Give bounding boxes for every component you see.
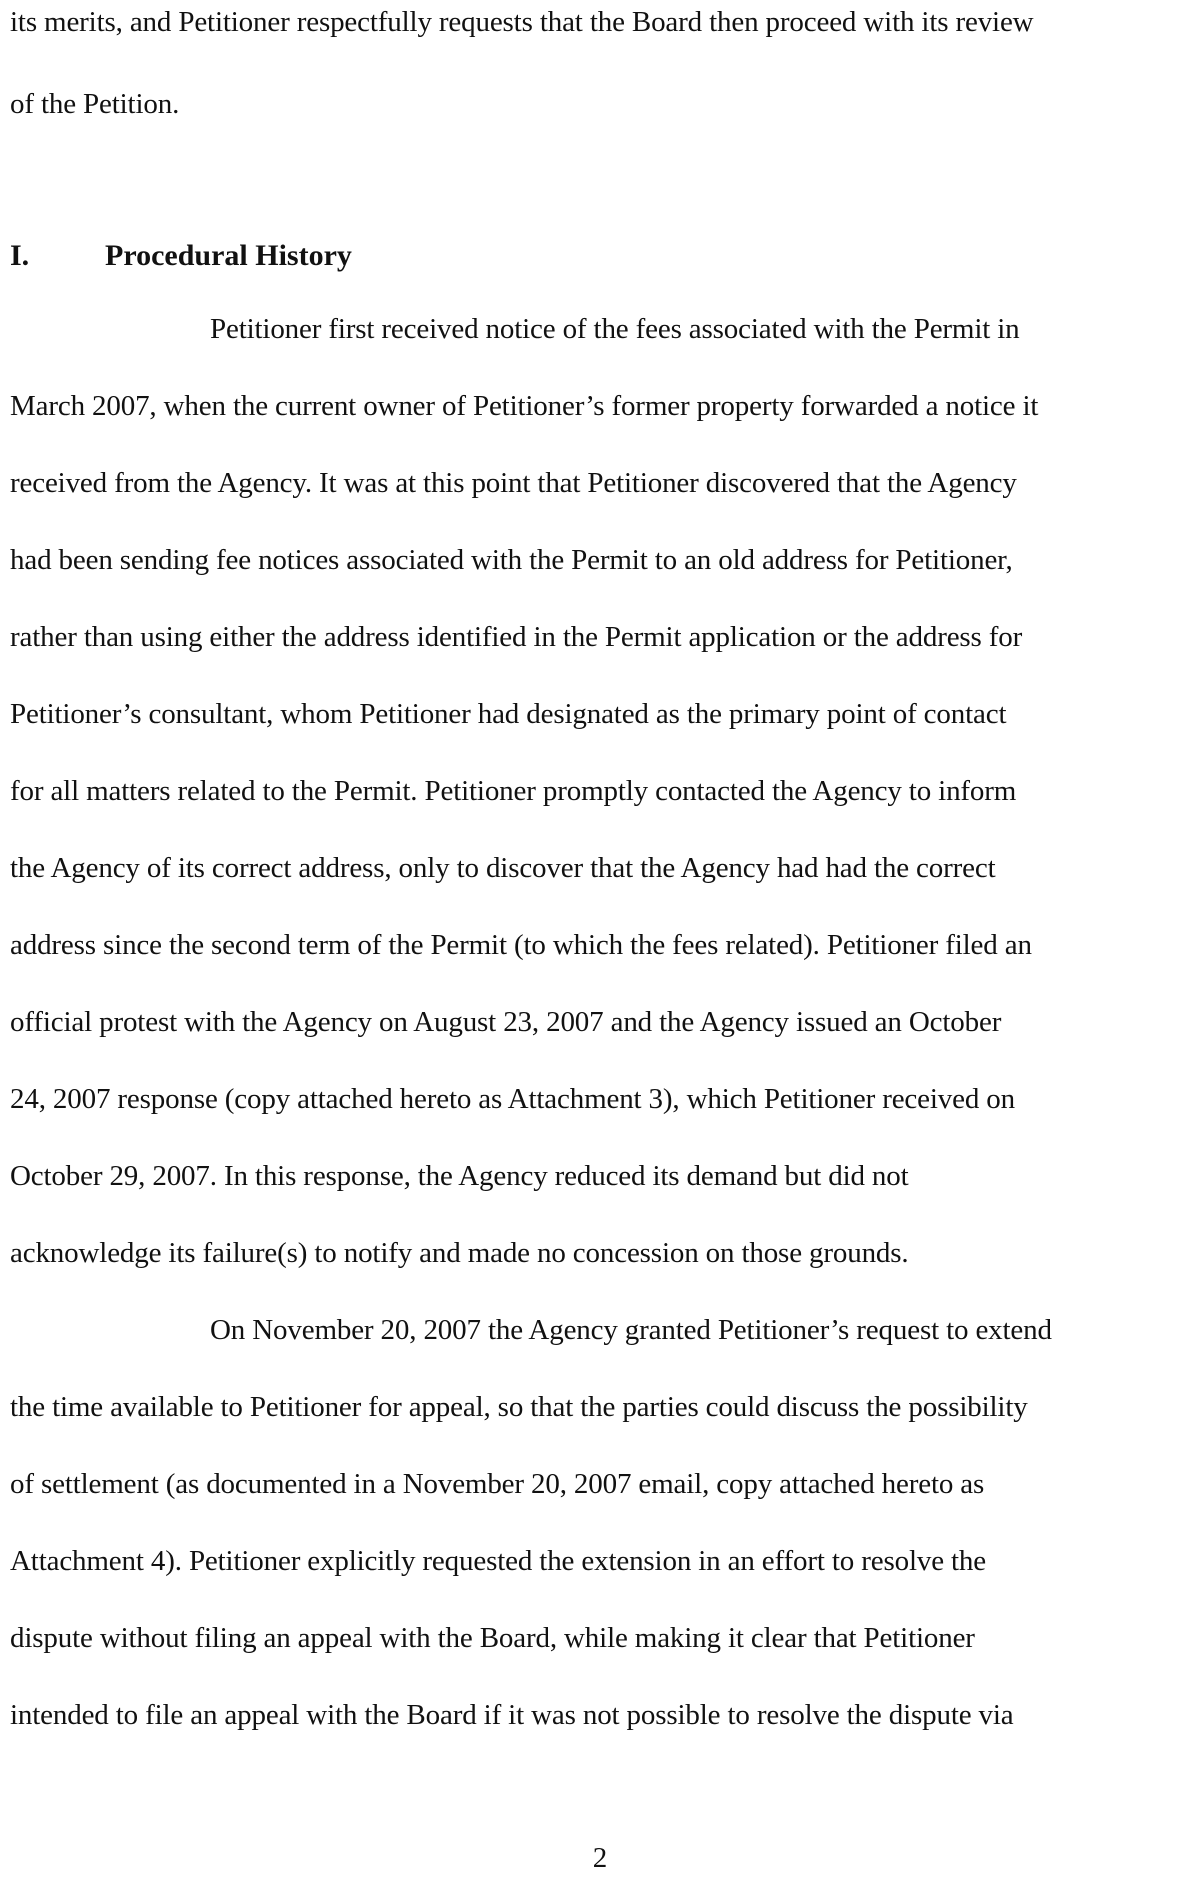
text-line: dispute without filing an appeal with the Board, while making it clear that Petitioner — [10, 1622, 975, 1654]
text-line: Petitioner’s consultant, whom Petitioner had designated as the primary point of contact — [10, 698, 1007, 730]
text-line: received from the Agency. It was at this point that Petitioner discovered that the Agency — [10, 467, 1017, 499]
text-line: October 29, 2007. In this response, the Agency reduced its demand but did not — [10, 1160, 909, 1192]
text-line: Attachment 4). Petitioner explicitly requested the extension in an effort to resolve the — [10, 1545, 987, 1577]
text-line: of settlement (as documented in a November 20, 2007 email, copy attached hereto as — [10, 1468, 985, 1500]
text-line: the time available to Petitioner for appeal, so that the parties could discuss the possibility — [10, 1391, 1028, 1423]
page-number: 2 — [592, 1842, 608, 1874]
text-line: of the Petition. — [10, 88, 180, 120]
section-title: Procedural History — [105, 239, 352, 272]
text-line: official protest with the Agency on August 23, 2007 and the Agency issued an October — [10, 1006, 1002, 1038]
text-line: 24, 2007 response (copy attached hereto as Attachment 3), which Petitioner received on — [10, 1083, 1015, 1115]
text-line: its merits, and Petitioner respectfully requests that the Board then proceed with its review — [10, 6, 1034, 38]
text-line: rather than using either the address identified in the Permit application or the address for — [10, 621, 1023, 653]
text-line: address since the second term of the Permit (to which the fees related). Petitioner filed an — [10, 929, 1032, 961]
text-line: acknowledge its failure(s) to notify and made no concession on those grounds. — [10, 1237, 909, 1269]
text-line: the Agency of its correct address, only to discover that the Agency had had the correct — [10, 852, 996, 884]
section-number: I. — [10, 239, 30, 272]
text-line: intended to file an appeal with the Board if it was not possible to resolve the dispute via — [10, 1699, 1014, 1731]
text-line: On November 20, 2007 the Agency granted Petitioner’s request to extend — [210, 1314, 1052, 1346]
text-line: Petitioner first received notice of the fees associated with the Permit in — [210, 313, 1020, 345]
text-line: March 2007, when the current owner of Petitioner’s former property forwarded a notice it — [10, 390, 1039, 422]
text-line: for all matters related to the Permit. Petitioner promptly contacted the Agency to inform — [10, 775, 1017, 807]
text-line: had been sending fee notices associated with the Permit to an old address for Petitioner, — [10, 544, 1013, 576]
